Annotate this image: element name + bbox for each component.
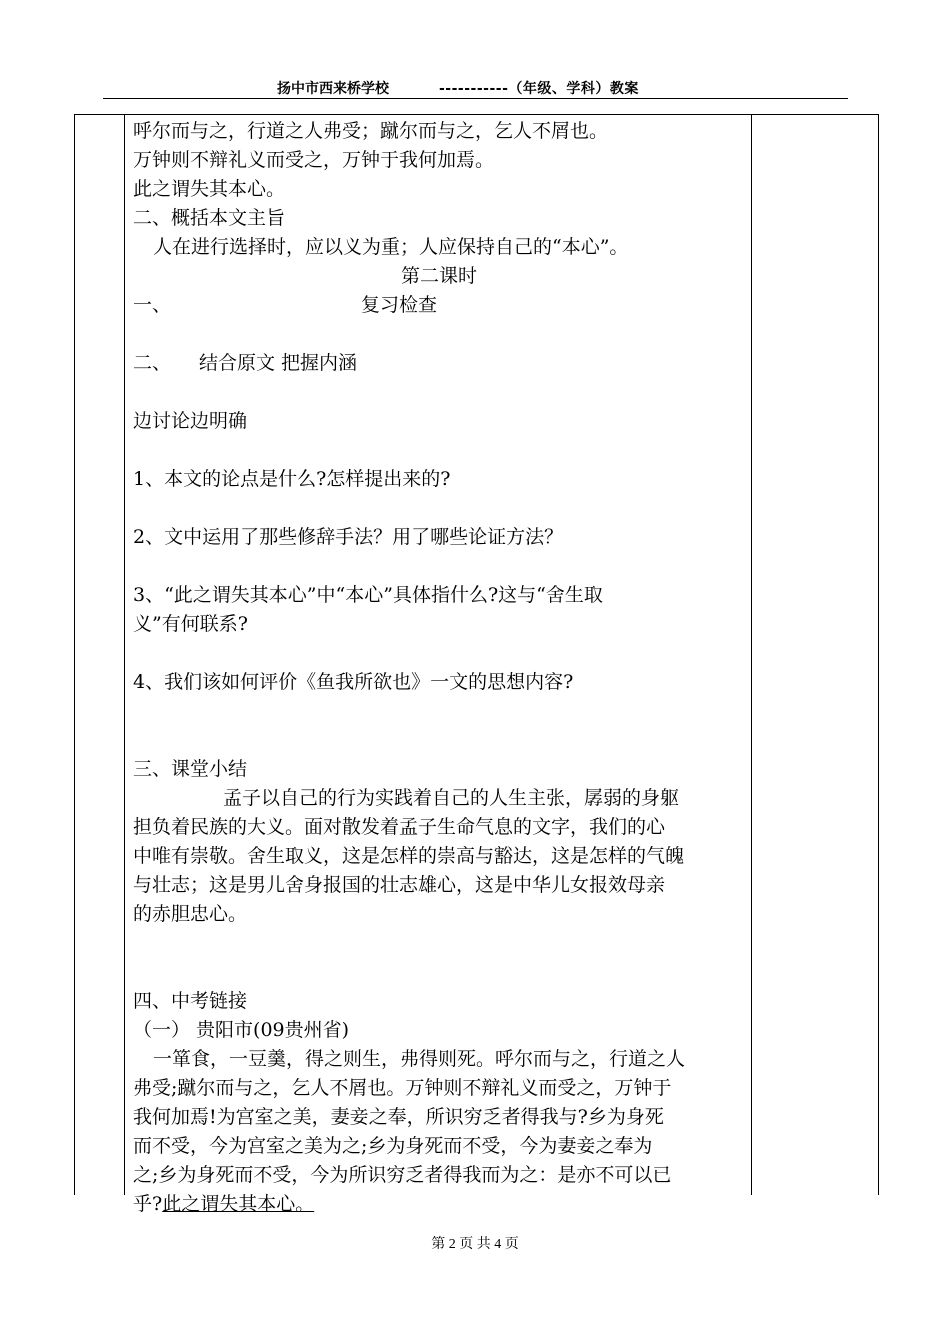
section-title: 结合原文 把握内涵 [199,352,358,374]
column-divider-right [751,115,752,1195]
exam-text-line: 而不受，今为宫室之美为之;乡为身死而不受，今为妻妾之奉为 [133,1135,653,1157]
exam-source: （一） 贵阳市(09贵州省) [133,1019,350,1041]
section-title: 复习检查 [361,294,438,316]
page-footer: 第 2 页 共 4 页 [431,1237,519,1252]
underlined-sentence: 此之谓失其本心。 [162,1193,315,1215]
section-heading [133,291,745,320]
exam-text-line: 我何加焉!为宫室之美，妻妾之奉，所识穷乏者得我与?乡为身死 [133,1106,664,1128]
section-heading: 二、概括本文主旨 [133,207,286,229]
column-divider-left [124,115,125,1195]
summary-line: 与壮志；这是男儿舍身报国的壮志雄心，这是中华儿女报效母亲 [133,874,666,896]
question-2: 2、文中运用了那些修辞手法？用了哪些论证方法？ [133,526,564,548]
text-line: 人在进行选择时，应以义为重；人应保持自己的“本心”。 [153,236,629,258]
text-line: 此之谓失其本心。 [133,178,286,200]
section-number: 二、 [133,352,172,374]
school-name: 扬中市西来桥学校 [277,81,389,97]
section-number: 一、 [133,294,172,316]
lesson-content [133,117,745,1219]
page-header [103,76,848,99]
section-heading: 四、中考链接 [133,990,248,1012]
text-line: 边讨论边明确 [133,410,248,432]
exam-text-line: 乎?此之谓失其本心。 [133,1193,315,1215]
exam-text-line: 一箪食，一豆羹，得之则生，弗得则死。呼尔而与之，行道之人 [153,1048,686,1070]
question-3-cont: 义”有何联系? [133,613,248,635]
text-line: 呼尔而与之，行道之人弗受；蹴尔而与之，乞人不屑也。 [133,120,609,142]
summary-line: 担负着民族的大义。面对散发着孟子生命气息的文字，我们的心 [133,816,666,838]
exam-text-line: 弗受;蹴尔而与之，乞人不屑也。万钟则不辩礼义而受之，万钟于 [133,1077,672,1099]
text-line: 万钟则不辩礼义而受之，万钟于我何加焉。 [133,149,495,171]
lesson-period-title: 第二课时 [400,265,477,287]
question-4: 4、我们该如何评价《鱼我所欲也》一文的思想内容? [133,671,574,693]
summary-line: 中唯有崇敬。舍生取义，这是怎样的崇高与豁达，这是怎样的气魄 [133,845,685,867]
lesson-plan-label: -----------（年级、学科）教案 [439,81,639,97]
summary-line: 孟子以自己的行为实践着自己的人生主张，孱弱的身躯 [223,787,680,809]
summary-line: 的赤胆忠心。 [133,903,248,925]
section-heading: 三、课堂小结 [133,758,248,780]
question-3: 3、“此之谓失其本心”中“本心”具体指什么?这与“舍生取 [133,584,603,606]
question-1: 1、本文的论点是什么?怎样提出来的? [133,468,451,490]
section-heading [133,349,745,378]
exam-text-line: 之;乡为身死而不受，今为所识穷乏者得我而为之：是亦不可以已 [133,1164,672,1186]
